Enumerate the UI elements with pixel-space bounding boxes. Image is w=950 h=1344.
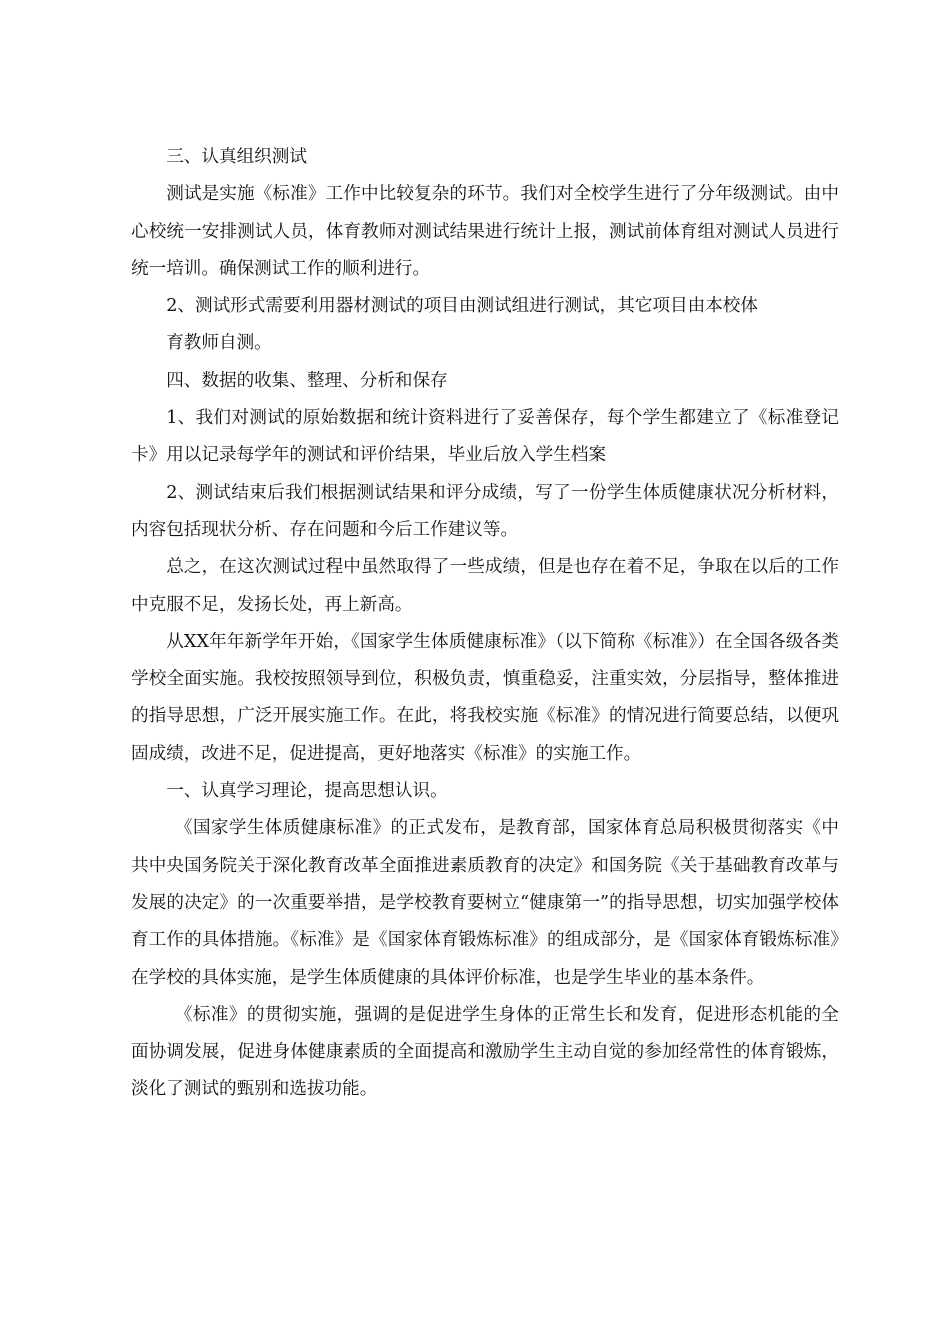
paragraph-introduction: 从XX年年新学年开始，《国家学生体质健康标准》（以下简称《标准》）在全国各级各类学校全面实施。我校按照领导到位，积极负责，慎重稳妥，注重实效，分层指导，整体推进的指导思想，广泛开展实施工作。在此，将我校实施《标准》的情况进行简要总结，以便巩固成绩，改进不足，促进提高，更好地落实《标准》的实施工作。 — [131, 631, 839, 764]
paragraph-standard-implementation: 《标准》的贯彻实施，强调的是促进学生身体的正常生长和发育，促进形态机能的全面协调发展，促进身体健康素质的全面提高和激励学生主动自觉的参加经常性的体育锻炼，淡化了测试的甄别和选拔功能。 — [131, 1004, 839, 1100]
paragraph-conclusion: 总之，在这次测试过程中虽然取得了一些成绩，但是也存在着不足，争取在以后的工作中克服不足，发扬长处，再上新高。 — [131, 557, 839, 615]
paragraph-data-storage: 1、我们对测试的原始数据和统计资料进行了妥善保存，每个学生都建立了《标准登记卡》用以记录每学年的测试和评价结果，毕业后放入学生档案 — [131, 408, 839, 466]
paragraph-standard-release: 《国家学生体质健康标准》的正式发布，是教育部，国家体育总局积极贯彻落实《中共中央国务院关于深化教育改革全面推进素质教育的决定》和国务院《关于基础教育改革与发展的决定》的一次重要举措，是学校教育要树立“健康第一”的指导思想，切实加强学校体育工作的具体措施。《标准》是《国家体育锻炼标准》的组成部分，是《国家体育锻炼标准》在学校的具体实施，是学生体质健康的具体评价标准，也是学生毕业的基本条件。 — [131, 818, 839, 988]
paragraph-testing-process: 测试是实施《标准》工作中比较复杂的环节。我们对全校学生进行了分年级测试。由中心校统一安排测试人员，体育教师对测试结果进行统计上报，测试前体育组对测试人员进行统一培训。确保测试工作的顺利进行。 — [131, 184, 839, 279]
section-heading-testing: 三、认真组织测试 — [166, 147, 307, 167]
paragraph-testing-form: 2、测试形式需要利用器材测试的项目由测试组进行测试，其它项目由本校体 — [166, 296, 758, 317]
section-heading-data: 四、数据的收集、整理、分析和保存 — [166, 370, 448, 391]
paragraph-testing-form-continued: 育教师自测。 — [166, 333, 272, 354]
section-heading-theory: 一、认真学习理论，提高思想认识。 — [166, 781, 448, 802]
document-body — [131, 139, 839, 1109]
paragraph-data-analysis: 2、测试结束后我们根据测试结果和评分成绩，写了一份学生体质健康状况分析材料，内容包括现状分析、存在问题和今后工作建议等。 — [131, 482, 839, 540]
